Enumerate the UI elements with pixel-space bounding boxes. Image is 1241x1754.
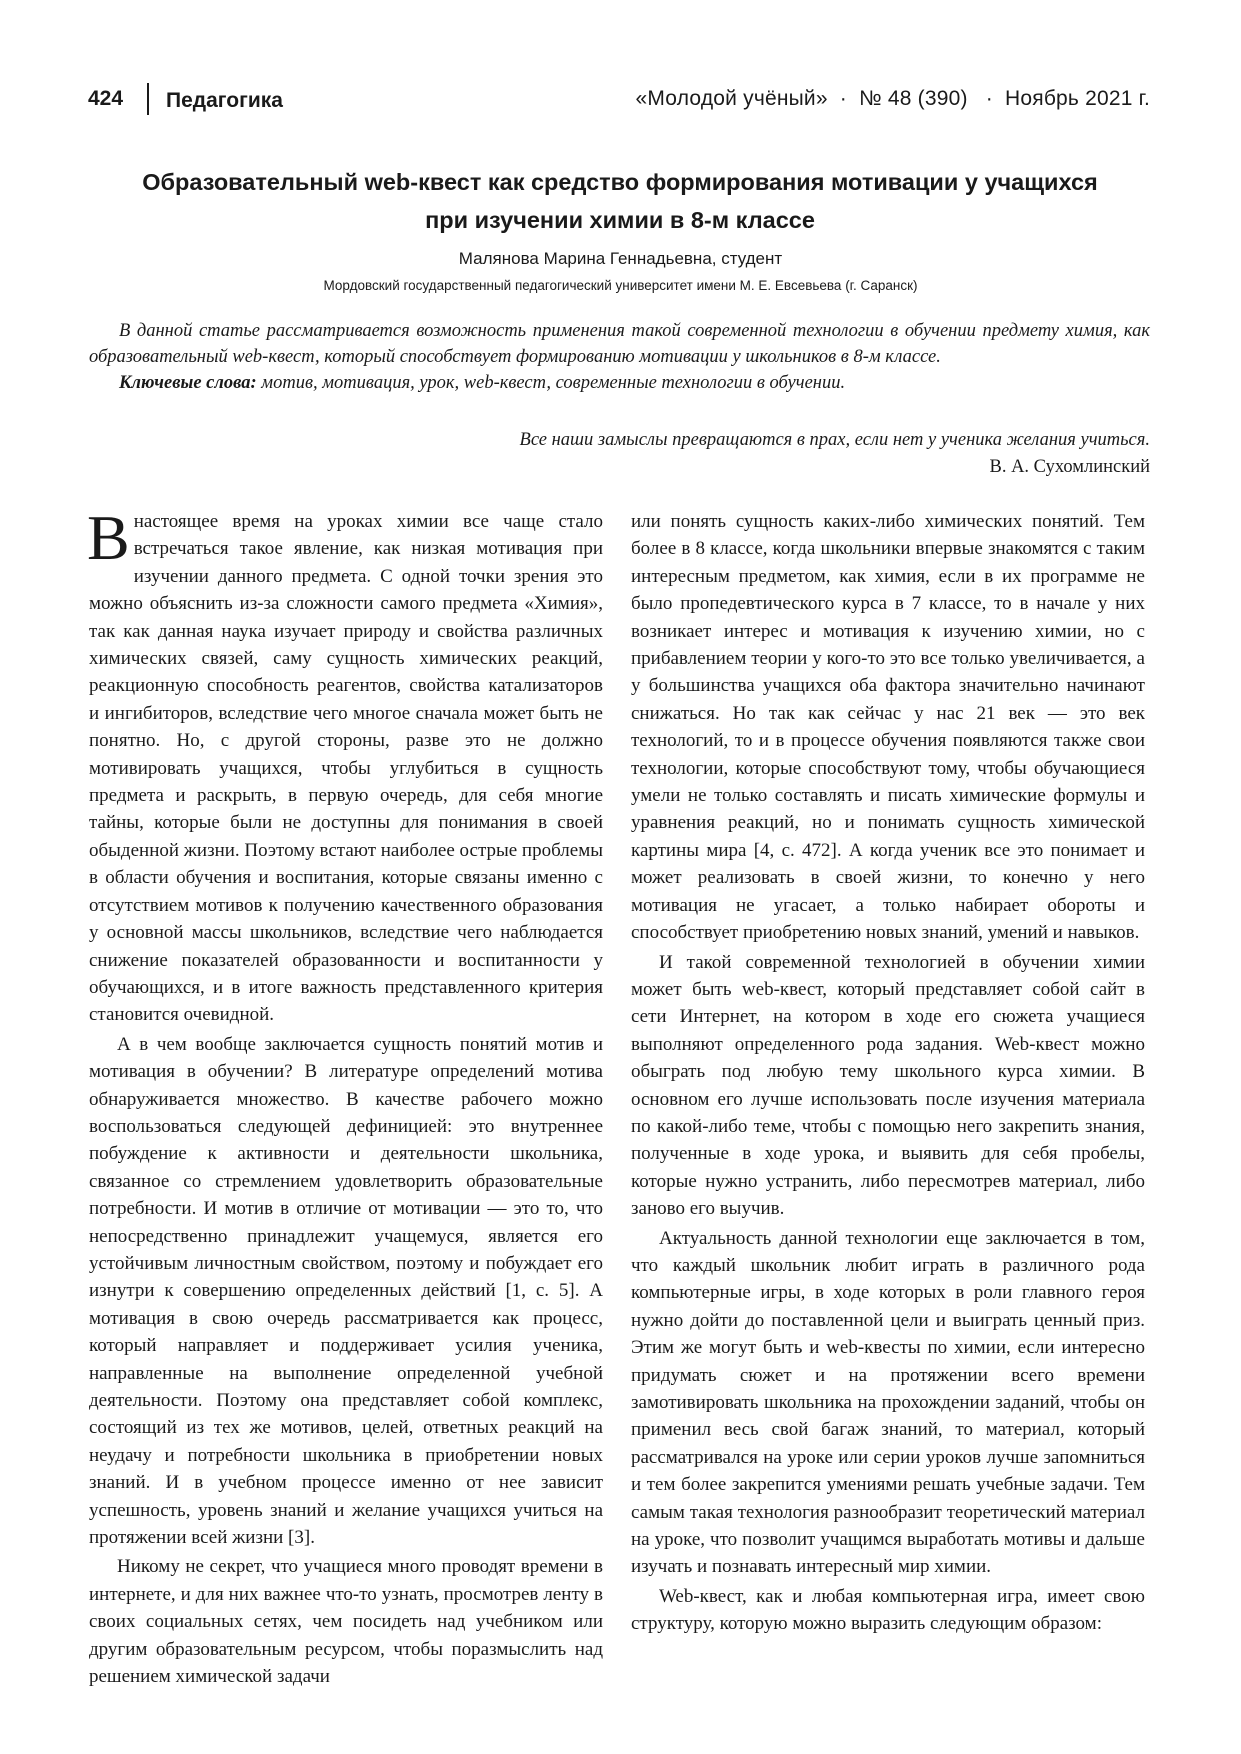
- paragraph: или понять сущность каких-либо химических понятий. Тем более в 8 классе, когда школьники впервые знакомятся с таким интересным предметом, как химия, если в их программе не было пропедевтического курса в 7 классе, то в начале у них возникает интерес и мотивация к изучению химии, но с прибавлением теории у кого-то это все только увеличивается, а у большинства учащихся оба фактора значительно начинают снижаться. Но так как сейчас у нас 21 век — это век технологий, то и в процессе обучения появляются также свои технологии, которые способствуют тому, чтобы обучающиеся умели не только составлять и писать химические формулы и уравнения реакций, но и понимать сущность химической картины мира [4, с. 472]. А когда ученик все это понимает и может реализовать в своей жизни, то конечно у него мотивация не угасает, а только набирает обороты и способствует приобретению новых знаний, умений и навыков.: [631, 511, 1145, 944]
- drop-cap: В: [87, 502, 130, 573]
- page-header: [88, 83, 1150, 119]
- page-number: 424: [88, 87, 124, 110]
- paragraph: Актуальность данной технологии еще заключается в том, что каждый школьник любит играть в различного рода компьютерные игры, в ходе которых в роли главного героя нужно дойти до поставленной цели и выиграть ценный приз. Этим же могут быть и web-квесты по химии, если интересно придумать сюжет и на протяжении всего времени замотивировать школьника на прохождении заданий, чтобы он применил весь свой багаж знаний, то материал, который рассматривался на уроке или серии уроков лучше запомниться и тем более закрепится умениями решать учебные задачи. Тем самым такая технология разнообразит теоретический материал на уроке, что позволит учащимся выработать мотивы и дальше изучать и познавать интересный мир химии.: [631, 1227, 1145, 1578]
- epigraph: [520, 427, 1150, 481]
- paragraph: Web-квест, как и любая компьютерная игра, имеет свою структуру, которую можно выразить следующим образом:: [631, 1585, 1145, 1635]
- article-author: Малянова Марина Геннадьевна, студент: [458, 249, 783, 268]
- article-title-line2: при изучении химии в 8-м классе: [425, 207, 815, 233]
- article-title: [60, 163, 1180, 239]
- body-column-left: [87, 502, 603, 1690]
- article-keywords: [89, 370, 1150, 396]
- paragraph: Никому не секрет, что учащиеся много проводят времени в интернете, и для них важнее что-то узнать, просмотрев ленту в своих социальных сетях, чем посидеть над учебником или другим образовательным ресурсом, чтобы поразмыслить над решением химической задачи: [89, 1556, 603, 1688]
- paragraph: А в чем вообще заключается сущность понятий мотив и мотивация в обучении? В литературе определений мотива обнаруживается множество. В качестве рабочего можно воспользоваться следующей дефиницией: это внутреннее побуждение к активности и деятельности школьника, связанное со стремлением удовлетворить образовательные потребности. И мотив в отличие от мотивации — это то, что непосредственно принадлежит учащемуся, является его устойчивым личностным свойством, поэтому и побуждает его изнутри к совершению определенных действий [1, с. 5]. А мотивация в свою очередь рассматривается как процесс, который направляет и поддерживает усилия ученика, направленные на выполнение определенной учебной деятельности. Поэтому она представляет собой комплекс, состоящий из тех же мотивов, целей, ответных реакций на неудачу и потребности школьника в приобретении новых знаний. И в учебном процессе именно от нее зависит успешность, уровень знаний и желание учащихся учиться на протяжении всей жизни [3].: [89, 1033, 603, 1549]
- section-name: Педагогика: [166, 89, 283, 112]
- body-column-right: [631, 508, 1145, 1638]
- epigraph-author: В. А. Сухомлинский: [989, 457, 1150, 477]
- header-divider: [147, 83, 149, 115]
- keywords-label: Ключевые слова:: [119, 373, 257, 393]
- article-title-line1: Образовательный web-квест как средство формирования мотивации у учащихся: [142, 169, 1098, 195]
- epigraph-quote: Все наши замыслы превращаются в прах, если нет у ученика желания учиться.: [519, 430, 1150, 450]
- paragraph: [87, 502, 603, 1029]
- paragraph: И такой современной технологией в обучении химии может быть web-квест, который представляет собой сайт в сети Интернет, на котором в ходе его сюжета учащиеся выполняют определенного рода задания. Web-квест можно обыграть под любую тему школьного курса химии. В основном его лучше использовать после изучения материала по какой-либо теме, чтобы с помощью него закрепить знания, полученные в ходе урока, и выявить для себя пробелы, которые нужно устранить, либо пересмотрев материал, либо заново его выучив.: [631, 951, 1145, 1220]
- journal-issue: «Молодой учёный» · № 48 (390) · Ноябрь 2021 г.: [635, 87, 1150, 110]
- paragraph-text: настоящее время на уроках химии все чаще стало встречаться такое явление, как низкая мотивация при изучении данного предмета. С одной точки зрения это можно объяснить из-за сложности самого предмета «Химия», так как данная наука изучает природу и свойства различных химических связей, саму сущность химических реакций, реакционную способность реагентов, свойства катализаторов и ингибиторов, вследствие чего многое сначала может быть не понятно. Но, с другой стороны, разве это не должно мотивировать учащихся, чтобы углубиться в сущность предмета и раскрыть, в первую очередь, для себя многие тайны, которые были не доступны для понимания в своей обыденной жизни. Поэтому встают наиболее острые проблемы в области обучения и воспитания, которые связаны именно с отсутствием мотивов к получению качественного образования у основной массы школьников, вследствие чего наблюдается снижение показателей образованности и воспитанности у обучающихся, и в итоге важность представленного критерия становится очевидной.: [89, 511, 603, 1026]
- keywords-list: мотив, мотивация, урок, web-квест, современные технологии в обучении.: [256, 373, 846, 393]
- author-affiliation: Мордовский государственный педагогический университет имени М. Е. Евсевьева (г. Саранск): [323, 278, 918, 293]
- article-abstract: В данной статье рассматривается возможность применения такой современной технологии в обучении предмету химия, как образовательный web-квест, который способствует формированию мотивации у школьников в 8-м классе.: [89, 321, 1150, 367]
